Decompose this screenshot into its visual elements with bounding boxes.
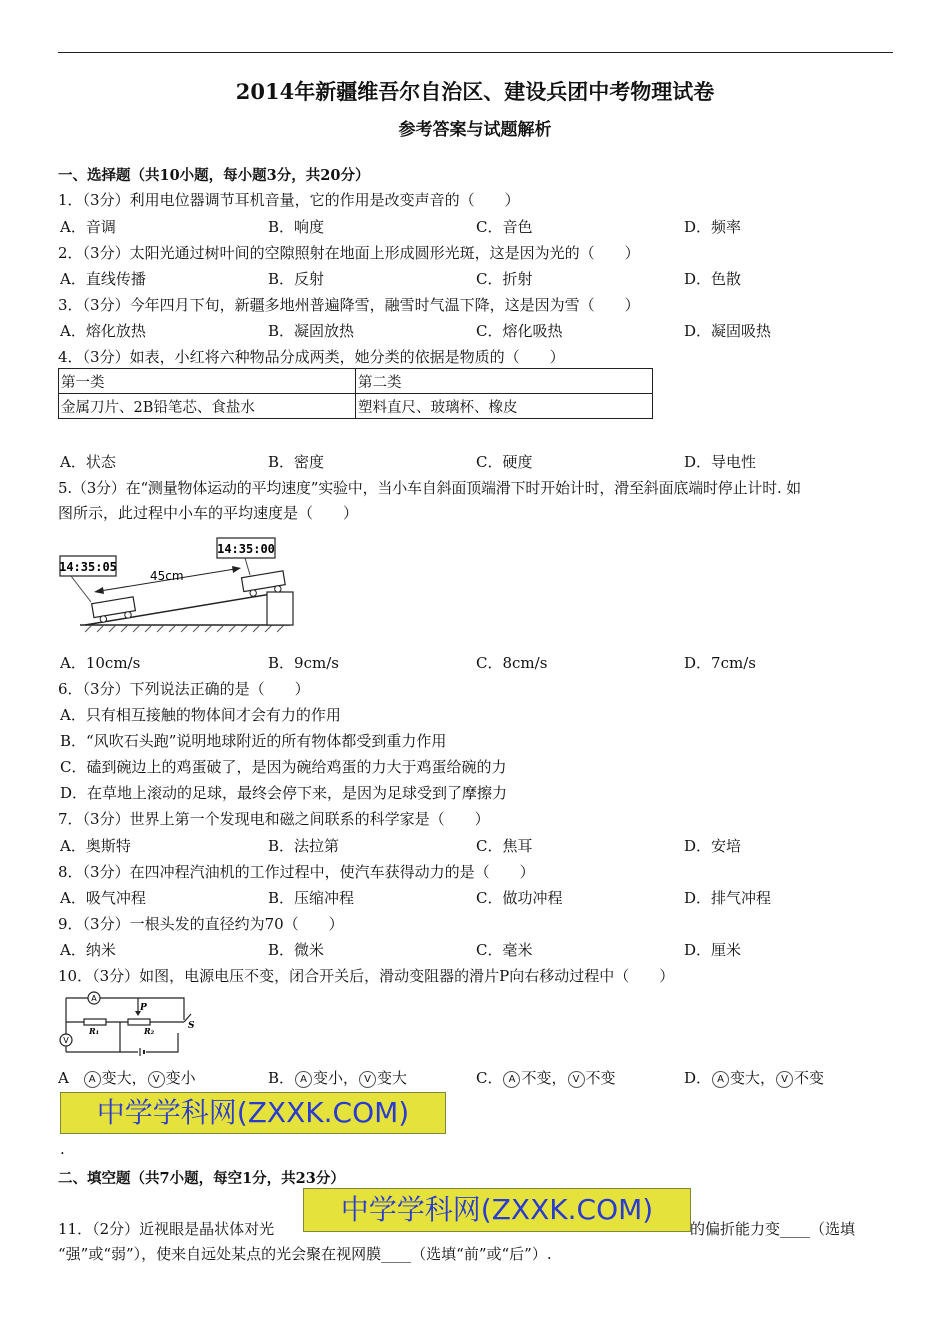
table-row <box>59 394 653 419</box>
q5-option-a: A．10cm/s <box>60 654 141 672</box>
q10-option-c-letter: C． <box>476 1069 503 1087</box>
q10-option-d <box>684 1067 824 1088</box>
q8-option-b: B．压缩冲程 <box>268 889 355 907</box>
q2-option-a: A．直线传播 <box>60 270 146 288</box>
q10-option-a-letter: A <box>58 1069 69 1087</box>
section-heading-choice: 一、选择题（共10小题，每小题3分，共20分） <box>58 167 370 184</box>
resistor-r1 <box>84 1019 106 1025</box>
classification-table <box>58 368 653 419</box>
section-heading-fill: 二、填空题（共7小题，每空1分，共23分） <box>58 1170 345 1187</box>
q11-stem-part2: 的偏折能力变____（选填 <box>690 1220 856 1238</box>
ammeter-letter: A <box>91 994 97 1003</box>
q6-stem: 6．（3分）下列说法正确的是（ ） <box>58 680 310 698</box>
watermark-banner: 中学学科网(ZXXK.COM) <box>60 1092 446 1134</box>
voltmeter-icon: V <box>359 1071 376 1088</box>
q9-option-c: C．毫米 <box>476 941 533 959</box>
q10-b-voltmeter-change: 变大 <box>377 1069 408 1087</box>
end-pointer-line <box>245 558 250 575</box>
end-clock-time: 14:35:00 <box>217 542 275 556</box>
circuit-figure <box>56 990 206 1060</box>
q9-option-a: A．纳米 <box>60 941 116 959</box>
q10-d-voltmeter-change: 不变 <box>794 1069 825 1087</box>
voltmeter-letter: V <box>63 1036 69 1045</box>
q5-stem-line2: 图所示，此过程中小车的平均速度是（ ） <box>58 504 359 522</box>
q7-option-a: A．奥斯特 <box>60 837 131 855</box>
table-row <box>59 369 653 394</box>
q7-option-b: B．法拉第 <box>268 837 340 855</box>
q10-option-b-letter: B． <box>268 1069 295 1087</box>
q3-option-c: C．熔化吸热 <box>476 322 563 340</box>
watermark-banner: 中学学科网(ZXXK.COM) <box>303 1188 691 1232</box>
r1-label: R₁ <box>89 1026 100 1036</box>
q3-stem: 3．（3分）今年四月下旬，新疆多地州普遍降雪，融雪时气温下降，这是因为雪（ ） <box>58 296 640 314</box>
page-subtitle: 参考答案与试题解析 <box>398 120 552 140</box>
voltmeter-icon: V <box>776 1071 793 1088</box>
q9-option-d: D．厘米 <box>684 941 742 959</box>
q1-option-c: C．音色 <box>476 218 533 236</box>
q7-stem: 7．（3分）世界上第一个发现电和磁之间联系的科学家是（ ） <box>58 810 490 828</box>
q10-option-b <box>268 1067 407 1088</box>
ammeter-icon: A <box>84 1071 101 1088</box>
q1-option-d: D．频率 <box>684 218 742 236</box>
support-block <box>267 592 293 625</box>
q1-option-a: A．音调 <box>60 218 116 236</box>
q4-option-c: C．硬度 <box>476 453 533 471</box>
q8-option-c: C．做功冲程 <box>476 889 563 907</box>
r2-label: R₂ <box>144 1026 155 1036</box>
header-rule <box>58 52 893 53</box>
ammeter-icon: A <box>712 1071 729 1088</box>
rheostat-r2 <box>128 1019 150 1025</box>
q10-option-d-letter: D． <box>684 1069 712 1087</box>
voltmeter-icon: V <box>568 1071 585 1088</box>
table-cell: 金属刀片、2B铅笔芯、食盐水 <box>59 394 356 419</box>
q4-option-a: A．状态 <box>60 453 116 471</box>
voltmeter-icon: V <box>148 1071 165 1088</box>
incline-figure <box>55 530 305 640</box>
start-pointer-line <box>71 576 91 602</box>
q10-b-ammeter-change: 变小， <box>313 1069 359 1087</box>
q1-option-b: B．响度 <box>268 218 325 236</box>
q11-stem-line2: “强”或“弱”），使来自远处某点的光会聚在视网膜____（选填“前”或“后”）. <box>58 1245 552 1263</box>
q2-stem: 2．（3分）太阳光通过树叶间的空隙照射在地面上形成圆形光斑，这是因为光的（ ） <box>58 244 640 262</box>
ammeter-icon: A <box>503 1071 520 1088</box>
ground-hatching <box>85 625 284 632</box>
q5-stem-line1: 5.（3分）在“测量物体运动的平均速度”实验中，当小车自斜面顶端滑下时开始计时，滑至斜面底端时停止计时. 如 <box>58 479 801 497</box>
page-title: 2014年新疆维吾尔自治区、建设兵团中考物理试卷 <box>235 79 715 104</box>
q10-c-voltmeter-change: 不变 <box>585 1069 616 1087</box>
start-clock-time: 14:35:05 <box>59 560 117 574</box>
q10-stem: 10．（3分）如图，电源电压不变，闭合开关后，滑动变阻器的滑片P向右移动过程中（ ） <box>58 967 675 985</box>
q3-option-d: D．凝固吸热 <box>684 322 772 340</box>
q5-option-b: B．9cm/s <box>268 654 339 672</box>
q6-option-b: B．“风吹石头跑”说明地球附近的所有物体都受到重力作用 <box>60 732 447 750</box>
q3-option-b: B．凝固放热 <box>268 322 355 340</box>
q10-a-voltmeter-change: 变小 <box>165 1069 196 1087</box>
q2-option-d: D．色散 <box>684 270 742 288</box>
q6-option-a: A．只有相互接触的物体间才会有力的作用 <box>60 706 341 724</box>
table-header-cell: 第二类 <box>356 369 653 394</box>
q10-option-a <box>58 1067 196 1088</box>
table-cell: 塑料直尺、玻璃杯、橡皮 <box>356 394 653 419</box>
distance-label: 45cm <box>150 569 184 583</box>
q4-stem: 4．（3分）如表，小红将六种物品分成两类，她分类的依据是物质的（ ） <box>58 348 565 366</box>
q10-option-c <box>476 1067 616 1088</box>
q8-option-a: A．吸气冲程 <box>60 889 146 907</box>
q8-stem: 8．（3分）在四冲程汽油机的工作过程中，使汽车获得动力的是（ ） <box>58 863 535 881</box>
q1-stem: 1．（3分）利用电位器调节耳机音量，它的作用是改变声音的（ ） <box>58 191 520 209</box>
switch-label: S <box>188 1021 195 1031</box>
q9-option-b: B．微米 <box>268 941 325 959</box>
q2-option-c: C．折射 <box>476 270 533 288</box>
arrow-head-right <box>232 566 241 573</box>
q10-a-ammeter-change: 变大， <box>101 1069 147 1087</box>
q6-option-d: D．在草地上滚动的足球，最终会停下来，是因为足球受到了摩擦力 <box>60 784 508 802</box>
q7-option-c: C．焦耳 <box>476 837 533 855</box>
q9-stem: 9．（3分）一根头发的直径约为70（ ） <box>58 915 344 933</box>
q4-option-d: D．导电性 <box>684 453 757 471</box>
q10-d-ammeter-change: 变大， <box>730 1069 776 1087</box>
arrow-head-left <box>94 587 104 594</box>
q3-option-a: A．熔化放热 <box>60 322 146 340</box>
stray-dot: . <box>60 1140 65 1158</box>
q11-stem-part1: 11．（2分）近视眼是晶状体对光 <box>58 1220 275 1238</box>
q4-option-b: B．密度 <box>268 453 325 471</box>
q10-c-ammeter-change: 不变， <box>521 1069 567 1087</box>
ammeter-icon: A <box>295 1071 312 1088</box>
q7-option-d: D．安培 <box>684 837 742 855</box>
q5-option-d: D．7cm/s <box>684 654 756 672</box>
q2-option-b: B．反射 <box>268 270 325 288</box>
q5-option-c: C．8cm/s <box>476 654 548 672</box>
q8-option-d: D．排气冲程 <box>684 889 772 907</box>
q6-option-c: C．磕到碗边上的鸡蛋破了，是因为碗给鸡蛋的力大于鸡蛋给碗的力 <box>60 758 507 776</box>
p-label: P <box>140 1003 147 1013</box>
table-header-cell: 第一类 <box>59 369 356 394</box>
